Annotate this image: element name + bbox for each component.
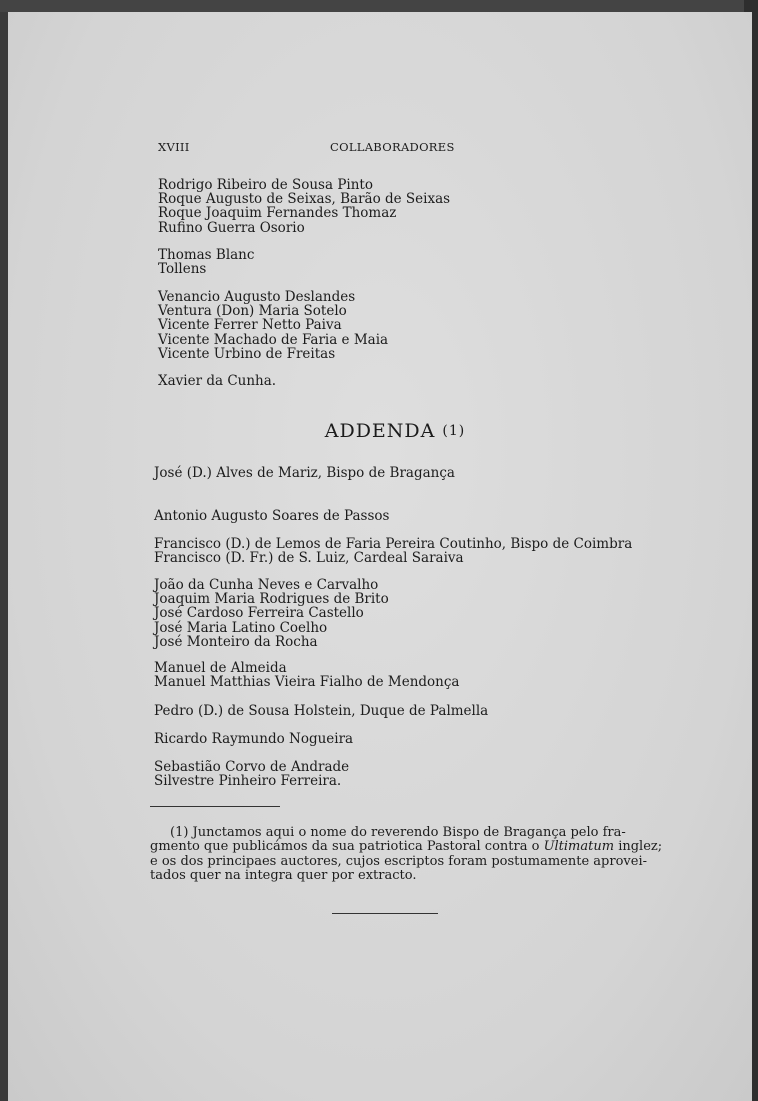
list-item: Francisco (D. Fr.) de S. Luiz, Cardeal Saraiva xyxy=(154,550,464,567)
list-item: Silvestre Pinheiro Ferreira. xyxy=(154,773,342,790)
addenda-group-a xyxy=(154,509,389,523)
list-item: Ricardo Raymundo Nogueira xyxy=(154,731,354,747)
names-group-t xyxy=(158,248,254,276)
footnote xyxy=(150,825,663,884)
addenda-group-f xyxy=(154,537,632,565)
addenda-group-j xyxy=(154,578,389,649)
names-group-v xyxy=(158,290,388,361)
footnote-mark: (1) xyxy=(442,423,466,439)
list-item: Roque Joaquim Fernandes Thomaz xyxy=(158,205,397,222)
addenda-group-s xyxy=(154,760,349,788)
list-item: Rodrigo Ribeiro de Sousa Pinto xyxy=(158,177,373,193)
list-item: Tollens xyxy=(158,261,207,278)
footnote-rule xyxy=(150,806,280,807)
list-item: Joaquim Maria Rodrigues de Brito xyxy=(154,591,389,608)
list-item: José Maria Latino Coelho xyxy=(154,619,328,636)
list-item: Vicente Ferrer Netto Paiva xyxy=(158,317,342,334)
list-item: Manuel Matthias Vieira Fialho de Mendonça xyxy=(154,674,460,691)
list-item: Antonio Augusto Soares de Passos xyxy=(154,508,390,524)
list-item: Vicente Urbino de Freitas xyxy=(158,345,336,362)
list-item: Thomas Blanc xyxy=(158,247,255,263)
scan-top-edge xyxy=(0,0,758,12)
list-item: Roque Augusto de Seixas, Barão de Seixas xyxy=(158,191,451,208)
end-rule xyxy=(332,913,438,914)
footnote-line: e os dos principaes auctores, cujos escriptos foram postumamente aprovei- xyxy=(150,853,647,869)
list-item: José Cardoso Ferreira Castello xyxy=(154,605,364,622)
list-item: Ventura (Don) Maria Sotelo xyxy=(158,303,347,320)
footnote-line: tados quer na integra quer por extracto. xyxy=(150,868,417,884)
list-item: João da Cunha Neves e Carvalho xyxy=(154,577,379,593)
list-item: Francisco (D.) de Lemos de Faria Pereira Coutinho, Bispo de Coimbra xyxy=(154,536,633,552)
footnote-text: gmento que publicámos da sua patriotica Pastoral contra o xyxy=(150,839,544,855)
footnote-text: inglez; xyxy=(614,839,663,855)
list-item: Venancio Augusto Deslandes xyxy=(158,289,356,305)
footnote-italic: Ultimatum xyxy=(543,839,615,855)
list-item: José (D.) Alves de Mariz, Bispo de Bragança xyxy=(154,465,455,481)
footnote-line: (1) Junctamos aqui o nome do reverendo Bispo de Bragança pelo fra- xyxy=(170,825,626,840)
page-number: XVIII xyxy=(158,140,190,154)
addenda-group-r xyxy=(154,732,353,746)
addenda-group-m xyxy=(154,661,459,689)
list-item: Rufino Guerra Osorio xyxy=(158,219,305,236)
names-group-r xyxy=(158,178,450,235)
addenda-group-j1 xyxy=(154,466,455,480)
list-item: Manuel de Almeida xyxy=(154,660,287,676)
list-item: Xavier da Cunha. xyxy=(158,373,277,389)
footnote-line xyxy=(150,839,663,855)
list-item: Pedro (D.) de Sousa Holstein, Duque de Palmella xyxy=(154,703,489,719)
addenda-heading xyxy=(0,420,758,442)
addenda-title: ADDENDA xyxy=(324,420,436,442)
list-item: Vicente Machado de Faria e Maia xyxy=(158,331,389,348)
names-group-x xyxy=(158,374,276,388)
addenda-group-p xyxy=(154,704,488,718)
list-item: José Monteiro da Rocha xyxy=(154,633,318,650)
list-item: Sebastião Corvo de Andrade xyxy=(154,759,350,775)
running-title: COLLABORADORES xyxy=(330,140,455,154)
